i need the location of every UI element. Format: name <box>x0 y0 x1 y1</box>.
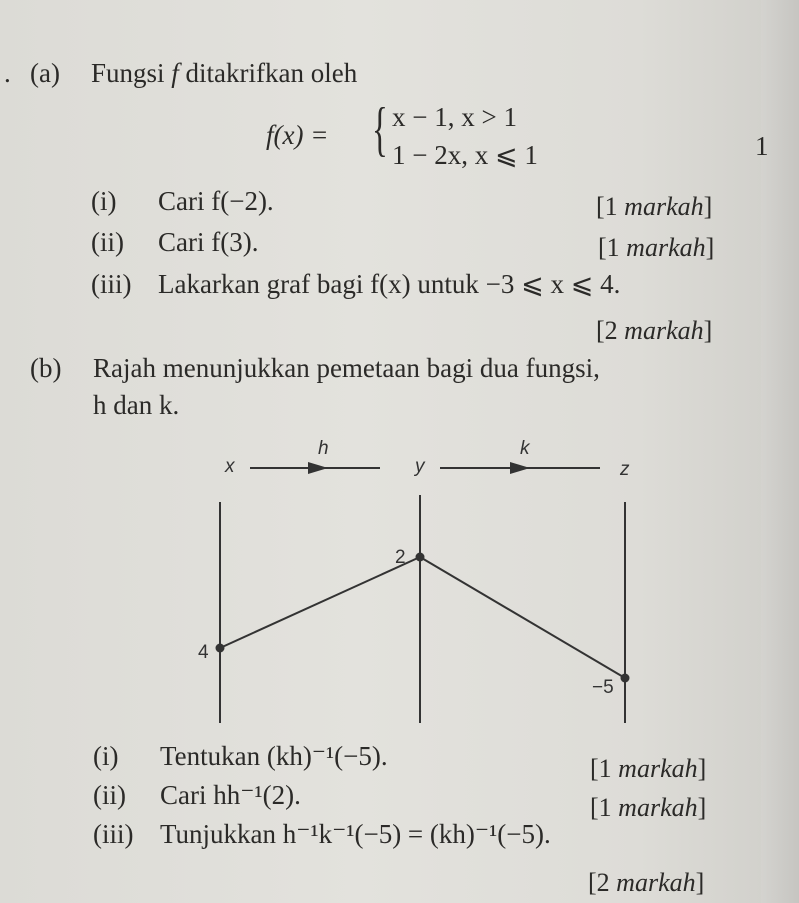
part-a-ii-marks: [1 markah] <box>598 233 715 262</box>
piecewise-case-2: 1 − 2x, x ⩽ 1 <box>392 140 538 170</box>
part-a-i-text: Cari f(−2). <box>158 186 274 216</box>
part-b-ii-marks: [1 markah] <box>590 793 707 822</box>
k-arrowhead <box>510 462 530 474</box>
part-b-ii-text: Cari hh⁻¹(2). <box>160 780 301 810</box>
part-a-ii-text: Cari f(3). <box>158 227 259 257</box>
function-definition-lhs: f(x) = <box>266 120 329 150</box>
part-b-ii-number: (ii) <box>93 780 126 810</box>
part-b-label: (b) <box>30 353 62 383</box>
part-b-iii-marks: [2 markah] <box>588 868 705 897</box>
piecewise-case-1: x − 1, x > 1 <box>392 102 517 132</box>
part-b-i-marks: [1 markah] <box>590 754 707 783</box>
k-mapping-line <box>420 557 625 678</box>
part-b-line-2: h dan k. <box>93 390 180 420</box>
question-dot: . <box>4 58 11 88</box>
part-a-intro: Fungsi f ditakrifkan oleh <box>91 58 358 88</box>
value-minus-5-label: −5 <box>592 677 614 698</box>
function-h-label: h <box>318 438 329 459</box>
point-y-2 <box>416 553 425 562</box>
part-a-iii-text: Lakarkan graf bagi f(x) untuk −3 ⩽ x ⩽ 4. <box>158 269 621 299</box>
h-arrowhead <box>308 462 328 474</box>
piecewise-brace: { <box>372 96 388 162</box>
part-b-iii-text: Tunjukkan h⁻¹k⁻¹(−5) = (kh)⁻¹(−5). <box>160 819 551 849</box>
function-k-label: k <box>520 438 530 459</box>
part-b-i-number: (i) <box>93 741 119 771</box>
point-x-4 <box>216 644 225 653</box>
point-z-minus-5 <box>621 674 630 683</box>
part-b-line-1: Rajah menunjukkan pemetaan bagi dua fungsi, <box>93 353 600 383</box>
h-mapping-line <box>220 557 420 648</box>
part-a-i-marks: [1 markah] <box>596 192 713 221</box>
part-a-iii-number: (iii) <box>91 269 132 299</box>
codomain-z-label: z <box>620 459 630 480</box>
part-a-i-number: (i) <box>91 186 117 216</box>
value-2-label: 2 <box>395 547 406 568</box>
value-4-label: 4 <box>198 642 209 663</box>
part-a-ii-number: (ii) <box>91 227 124 257</box>
part-b-iii-number: (iii) <box>93 819 134 849</box>
mapping-diagram <box>180 430 650 730</box>
domain-x-label: x <box>225 456 235 477</box>
codomain-y-label: y <box>415 456 425 477</box>
part-b-i-text: Tentukan (kh)⁻¹(−5). <box>160 741 388 771</box>
side-margin-number: 1 <box>755 131 769 161</box>
part-a-label: (a) <box>30 58 60 88</box>
part-a-iii-marks: [2 markah] <box>596 316 713 345</box>
